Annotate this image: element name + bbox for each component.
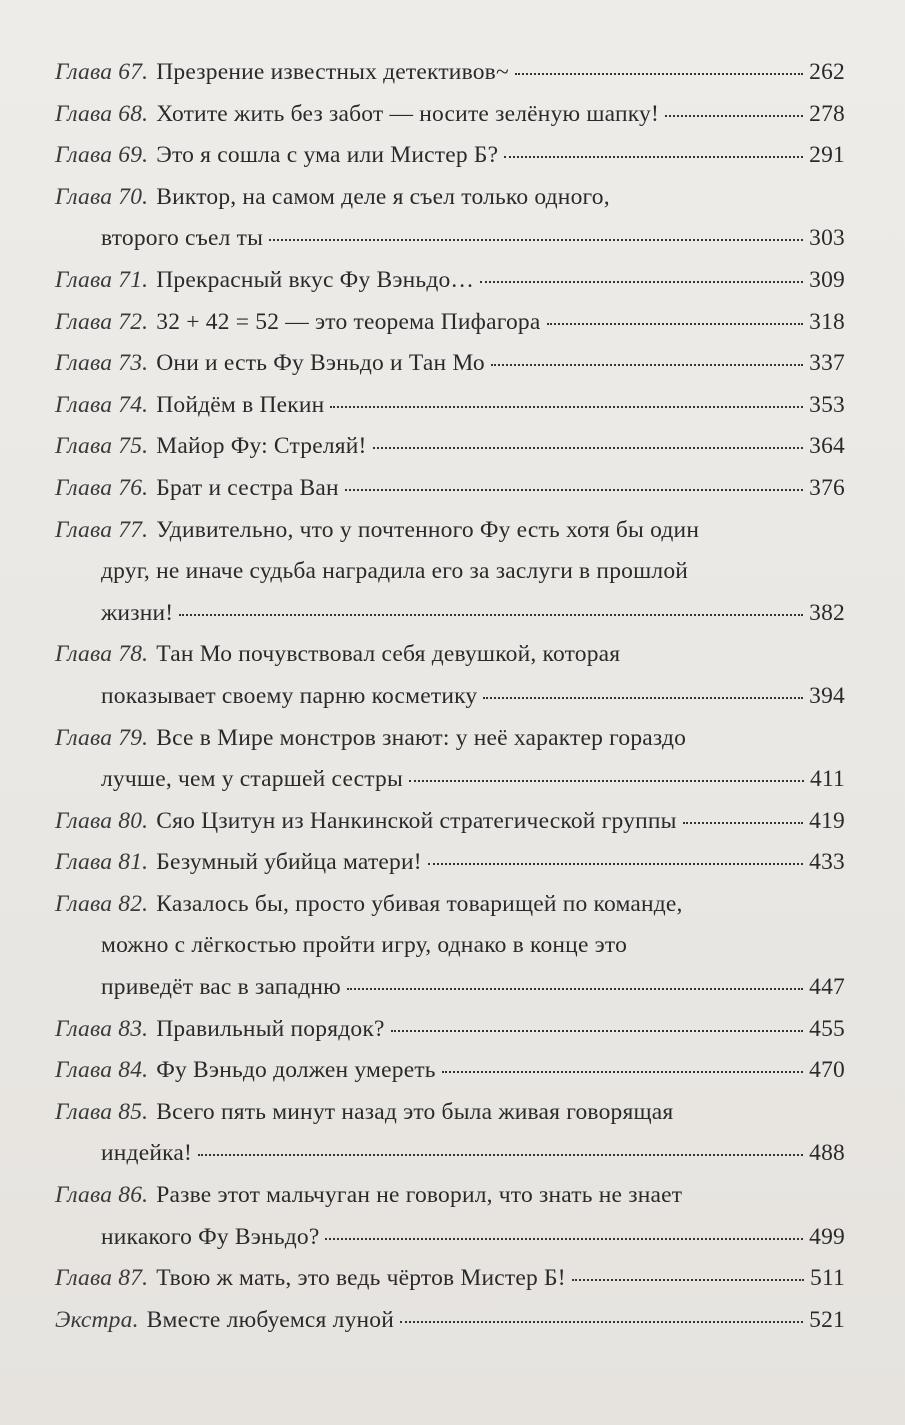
toc-entry-line [55,759,845,801]
toc-entry-line [55,1300,845,1342]
toc-entry-line [55,468,845,510]
chapter-title: никакого Фу Вэньдо? [101,1223,320,1250]
toc-entry-line [55,925,845,967]
chapter-number: Глава 84. [55,1057,149,1084]
toc-entry [55,52,845,94]
chapter-title: можно с лёгкостью пройти игру, однако в конце это [101,932,628,959]
chapter-title: Майор Фу: Стреляй! [156,433,367,460]
chapter-title: Сяо Цзитун из Нанкинской стратегической группы [156,807,677,834]
chapter-number: Глава 77. [55,516,149,543]
toc-entry-line [55,718,845,760]
toc-entry [55,385,845,427]
chapter-title: Казалось бы, просто убивая товарищей по команде, [156,890,683,917]
page-number: 433 [809,849,845,876]
toc-entry [55,426,845,468]
chapter-title: Удивительно, что у почтенного Фу есть хотя бы один [156,516,700,543]
chapter-number: Глава 83. [55,1015,149,1042]
toc-entry-line [55,1217,845,1259]
page-number: 337 [809,350,845,377]
toc-entry-line [55,52,845,94]
dot-leader [442,1070,803,1073]
toc-entry-line [55,676,845,718]
dot-leader [547,322,804,325]
chapter-title: Брат и сестра Ван [156,474,339,501]
toc-entry [55,177,845,260]
toc-entry-line [55,135,845,177]
chapter-title: Презрение известных детективов~ [156,59,509,85]
dot-leader [683,821,804,824]
dot-leader [409,779,804,782]
chapter-title: Тан Мо почувствовал себя девушкой, которая [156,641,621,668]
page-number: 511 [810,1265,845,1292]
chapter-title: Правильный порядок? [156,1015,385,1042]
chapter-number: Глава 69. [55,142,149,169]
page-number: 364 [809,433,845,460]
dot-leader [347,987,803,990]
chapter-title: Пойдём в Пекин [156,391,325,418]
toc-entry [55,1009,845,1051]
chapter-title: Всего пять минут назад это была живая говорящая [156,1098,674,1125]
chapter-title: Это я сошла с ума или Мистер Б? [156,142,499,169]
toc-entry-line [55,1050,845,1092]
page-number: 303 [809,225,845,252]
toc-entry [55,260,845,302]
chapter-number: Глава 80. [55,807,149,834]
chapter-title: Вместе любуемся луной [146,1306,395,1333]
toc-entry [55,884,845,1009]
toc-entry-line [55,1009,845,1051]
chapter-title: второго съел ты [101,225,264,252]
toc-entry [55,1092,845,1175]
chapter-title: Прекрасный вкус Фу Вэньдо… [156,266,475,293]
dot-leader [491,363,803,366]
chapter-title: Разве этот мальчуган не говорил, что знать не знает [156,1182,683,1209]
dot-leader [373,446,804,449]
toc-entry-line [55,1175,845,1217]
chapter-title: Твою ж мать, это ведь чёртов Мистер Б! [156,1265,566,1292]
dot-leader [428,862,803,865]
page-number: 411 [810,766,845,793]
page-number: 278 [809,100,845,127]
chapter-number: Глава 85. [55,1098,149,1125]
page-number: 455 [809,1015,845,1042]
toc-entry [55,634,845,717]
dot-leader [179,613,803,616]
chapter-title: 32 + 42 = 52 — это теорема Пифагора [156,308,541,335]
chapter-number: Глава 82. [55,890,149,917]
toc-entry-line [55,260,845,302]
chapter-title: Виктор, на самом деле я съел только одного, [156,183,610,210]
chapter-title: друг, не иначе судьба наградила его за заслуги в прошлой [101,558,689,585]
toc-entry [55,1175,845,1258]
dot-leader [504,155,803,158]
chapter-number: Экстра. [55,1306,139,1333]
page-number: 521 [809,1306,845,1333]
toc-entry [55,468,845,510]
toc-entry [55,343,845,385]
dot-leader [483,696,803,699]
toc-entry [55,1258,845,1300]
toc-entry-line [55,1133,845,1175]
toc-entry [55,842,845,884]
toc-entry-line [55,634,845,676]
page-number: 382 [809,599,845,626]
chapter-number: Глава 79. [55,724,149,751]
toc-entry-line [55,1258,845,1300]
toc-entry [55,718,845,801]
toc-entry-line [55,177,845,219]
chapter-number: Глава 78. [55,641,149,668]
chapter-title: Они и есть Фу Вэньдо и Тан Мо [156,350,485,377]
dot-leader [400,1320,803,1323]
chapter-number: Глава 70. [55,183,149,210]
toc-entry [55,510,845,635]
chapter-number: Глава 81. [55,849,149,876]
chapter-title: Фу Вэньдо должен умереть [156,1057,436,1084]
page-number: 394 [809,682,845,709]
page-number: 376 [809,474,845,501]
chapter-number: Глава 74. [55,391,149,418]
chapter-title: жизни! [101,599,174,626]
chapter-number: Глава 86. [55,1182,149,1209]
toc-entry-line [55,967,845,1009]
dot-leader [325,1237,803,1240]
chapter-title: показывает своему парню косметику [101,682,478,709]
page-number: 318 [809,308,845,335]
toc-entry-line [55,218,845,260]
chapter-number: Глава 68. [55,100,149,127]
toc-entry-line [55,302,845,344]
chapter-title: Безумный убийца матери! [156,849,422,876]
page-number: 499 [809,1223,845,1250]
table-of-contents [55,52,845,1341]
page-number: 291 [809,142,845,169]
toc-entry [55,135,845,177]
chapter-number: Глава 67. [55,59,149,85]
dot-leader [391,1029,804,1032]
chapter-title: индейка! [101,1140,193,1167]
toc-entry-line [55,343,845,385]
toc-entry [55,1050,845,1092]
chapter-number: Глава 76. [55,474,149,501]
chapter-number: Глава 75. [55,433,149,460]
chapter-number: Глава 72. [55,308,149,335]
dot-leader [330,405,803,408]
toc-entry-line [55,593,845,635]
chapter-number: Глава 73. [55,350,149,377]
chapter-title: Все в Мире монстров знают: у неё характер гораздо [156,724,687,751]
toc-entry-line [55,551,845,593]
dot-leader [198,1153,803,1156]
page-number: 488 [809,1140,845,1167]
chapter-title: лучше, чем у старшей сестры [101,766,403,793]
page-number: 447 [809,974,845,1001]
page-number: 353 [809,391,845,418]
chapter-number: Глава 71. [55,266,149,293]
dot-leader [515,72,803,75]
dot-leader [665,114,803,117]
toc-entry [55,1300,845,1342]
toc-entry-line [55,1092,845,1134]
chapter-title: Хотите жить без забот — носите зелёную шапку! [156,100,660,127]
toc-entry [55,801,845,843]
page-number: 309 [809,266,845,293]
toc-entry-line [55,842,845,884]
chapter-title: приведёт вас в западню [101,974,341,1001]
toc-entry [55,94,845,136]
toc-entry-line [55,884,845,926]
page-number: 470 [809,1057,845,1084]
chapter-number: Глава 87. [55,1265,149,1292]
toc-entry-line [55,385,845,427]
page-number: 419 [809,807,845,834]
dot-leader [572,1278,804,1281]
toc-entry-line [55,426,845,468]
toc-entry-line [55,801,845,843]
page-number: 262 [809,59,845,85]
toc-entry [55,302,845,344]
toc-entry-line [55,94,845,136]
dot-leader [345,488,803,491]
toc-entry-line [55,510,845,552]
dot-leader [480,280,803,283]
dot-leader [269,238,803,241]
